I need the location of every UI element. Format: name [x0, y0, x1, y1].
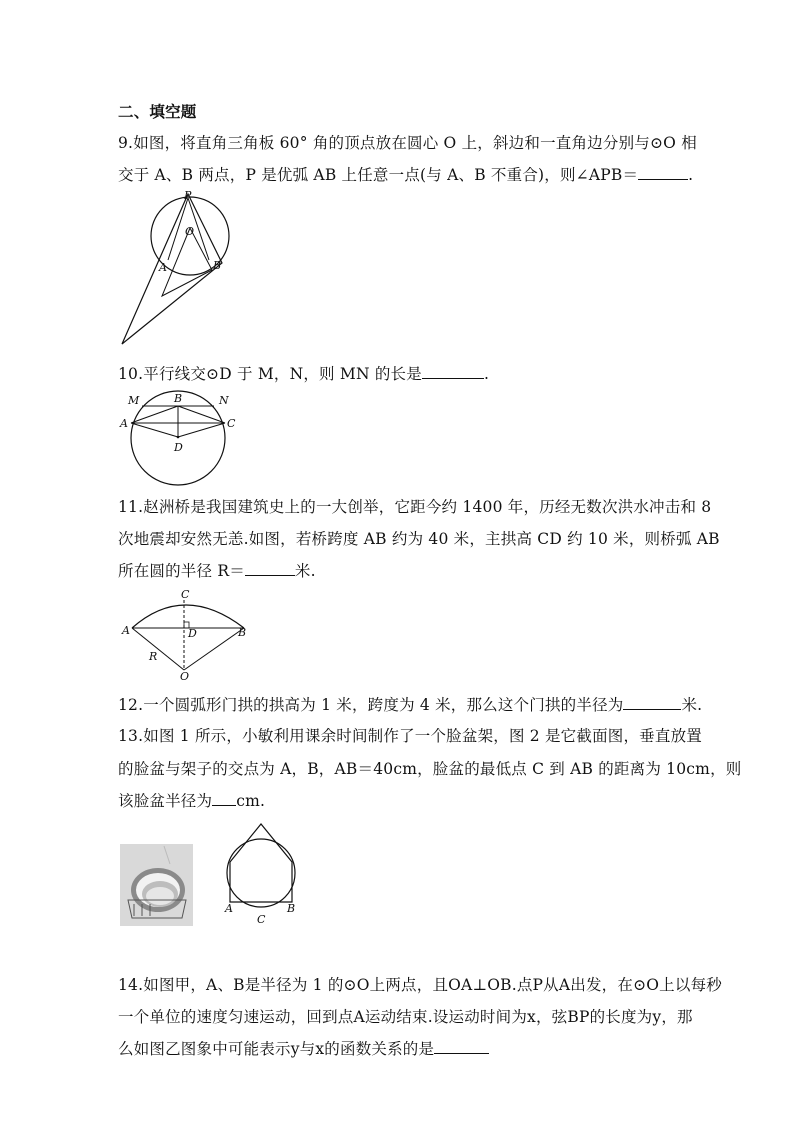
answer-blank[interactable] — [638, 165, 688, 180]
answer-blank[interactable] — [212, 791, 236, 806]
washbasin-photo-drawing — [120, 844, 193, 926]
answer-blank[interactable] — [434, 1039, 489, 1054]
q12-line-1-text: 12.一个圆弧形门拱的拱高为 1 米，跨度为 4 米，那么这个门拱的半径为 — [118, 696, 624, 714]
q13-label-c: C — [257, 913, 266, 926]
q13-figure — [222, 822, 302, 927]
q10-line-1-end: . — [483, 365, 490, 383]
q11-radius-ao — [132, 628, 184, 670]
q13-line-3-text: 该脸盆半径为 — [118, 792, 213, 810]
q9-figure — [116, 188, 236, 348]
q11-line-2: 次地震却安然无恙.如图，若桥跨度 AB 约为 40 米，主拱高 CD 约 10 米，则桥弧 AB — [118, 530, 720, 548]
q11-line-1: 11.赵洲桥是我国建筑史上的一大创举，它距今约 1400 年，历经无数次洪水冲击和 8 — [118, 498, 712, 516]
q10-line-1-text: 10.平行线交⊙D 于 M，N，则 MN 的长是 — [118, 365, 422, 383]
q10-figure — [118, 390, 243, 490]
washbasin-photo — [120, 844, 193, 926]
q9-label-b: B — [213, 259, 222, 272]
q12-line-1-end: 米. — [681, 696, 703, 714]
q11-line-3-end: 米. — [294, 562, 316, 580]
q10-label-d: D — [174, 441, 183, 454]
q9-line-1: 9.如图，将直角三角板 60° 角的顶点放在圆心 O 上，斜边和一直角边分别与⊙O 相 — [118, 134, 697, 152]
q13-label-a: A — [225, 902, 233, 915]
q11-label-a: A — [122, 624, 130, 637]
q9-line-2-end: . — [688, 166, 694, 184]
q10-label-b: B — [174, 392, 183, 405]
q13-line-1: 13.如图 1 所示，小敏利用课余时间制作了一个脸盆架，图 2 是它截面图，垂直放置 — [118, 727, 702, 745]
q13-line-3-end: cm. — [236, 792, 266, 810]
q9-label-a: A — [159, 261, 167, 274]
q11-label-d: D — [188, 627, 197, 640]
q10-label-c: C — [227, 417, 236, 430]
q14-line-3-text: 么如图乙图象中可能表示y与x的函数关系的是 — [118, 1040, 435, 1058]
q13-label-b: B — [287, 902, 296, 915]
q11-label-c: C — [181, 588, 190, 601]
answer-blank[interactable] — [245, 561, 295, 576]
q14-line-2: 一个单位的速度匀速运动，回到点A运动结束.设运动时间为x，弦BP的长度为y，那 — [118, 1008, 693, 1026]
q14-line-3 — [118, 1037, 489, 1059]
q11-figure — [118, 588, 258, 683]
q12-line-1 — [118, 693, 702, 715]
q13-line-2: 的脸盆与架子的交点为 A，B，AB＝40cm，脸盆的最低点 C 到 AB 的距离为 10cm，则 — [118, 760, 742, 778]
q10-label-n: N — [219, 394, 229, 407]
q13-rack-shape — [230, 824, 292, 902]
q10-label-a: A — [120, 417, 128, 430]
q11-line-3-text: 所在圆的半径 R＝ — [118, 562, 245, 580]
q9-label-o: O — [185, 225, 195, 238]
q11-label-b: B — [238, 626, 247, 639]
q10-label-m: M — [128, 394, 140, 407]
q13-line-3 — [118, 789, 265, 811]
q10-line-1 — [118, 362, 489, 384]
q14-line-1: 14.如图甲，A、B是半径为 1 的⊙O上两点，且OA⊥OB.点P从A出发，在⊙O上以每秒 — [118, 976, 722, 994]
q9-label-p: P — [184, 189, 192, 202]
answer-blank[interactable] — [422, 364, 484, 379]
q13-basin-circle — [227, 839, 295, 907]
q9-triangle-outer — [122, 194, 222, 344]
answer-blank[interactable] — [623, 695, 681, 710]
q9-line-2 — [118, 163, 693, 185]
q11-label-o: O — [180, 670, 190, 683]
q11-arc — [132, 605, 244, 628]
q11-label-r: R — [149, 650, 158, 663]
q11-line-3 — [118, 559, 316, 581]
q9-line-2-text: 交于 A、B 两点，P 是优弧 AB 上任意一点(与 A、B 不重合)，则∠APB＝ — [118, 166, 639, 184]
q9-triangle-inner — [162, 228, 212, 296]
section-title: 二、填空题 — [118, 103, 197, 121]
